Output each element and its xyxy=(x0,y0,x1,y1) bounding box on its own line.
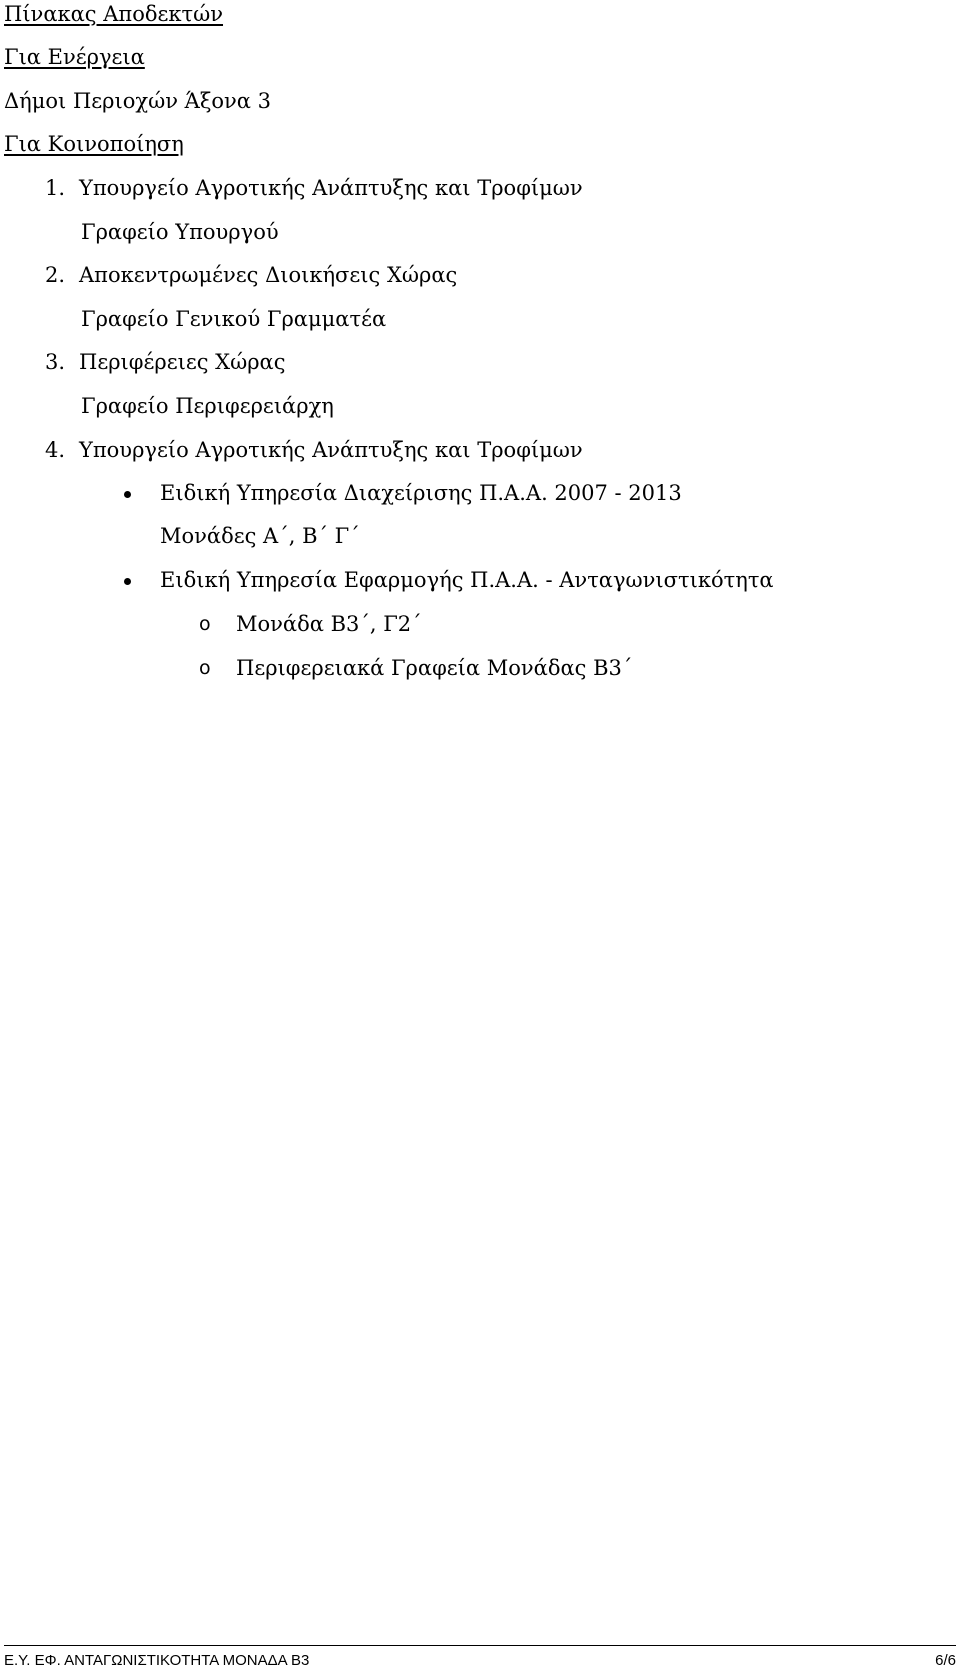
page-footer xyxy=(4,1645,956,1676)
recipient-2 xyxy=(45,261,457,289)
recipient-3 xyxy=(45,348,286,376)
circle-bullet-icon: o xyxy=(199,613,211,635)
recipient-name: Περιφέρειες Χώρας xyxy=(79,350,286,374)
circle-bullet-icon: o xyxy=(199,657,211,679)
service-1: Ειδική Υπηρεσία Διαχείρισης Π.Α.Α. 2007 - 2013 xyxy=(160,481,682,505)
service-2-unit-2: Περιφερειακά Γραφεία Μονάδας Β3΄ xyxy=(236,656,633,680)
service-1-units: Μονάδες Α΄, Β΄ Γ΄ xyxy=(160,524,360,548)
recipient-1-office: Γραφείο Υπουργού xyxy=(81,220,279,244)
bullet-icon xyxy=(124,578,131,585)
service-2-unit-1: Μονάδα Β3΄, Γ2΄ xyxy=(236,612,422,636)
for-notification-label: Για Κοινοποίηση xyxy=(4,132,184,156)
bullet-icon xyxy=(124,491,131,498)
recipient-name: Υπουργείο Αγροτικής Ανάπτυξης και Τροφίμων xyxy=(79,176,583,200)
recipient-number: 4. xyxy=(45,438,66,462)
for-action-recipient: Δήμοι Περιοχών Άξονα 3 xyxy=(4,89,272,113)
recipient-name: Αποκεντρωμένες Διοικήσεις Χώρας xyxy=(79,263,458,287)
recipient-name: Υπουργείο Αγροτικής Ανάπτυξης και Τροφίμων xyxy=(79,438,583,462)
recipient-1 xyxy=(45,174,583,202)
service-2: Ειδική Υπηρεσία Εφαρμογής Π.Α.Α. - Ανταγωνιστικότητα xyxy=(160,568,774,592)
page-number: 6/6 xyxy=(935,1652,956,1669)
page-title: Πίνακας Αποδεκτών xyxy=(4,2,224,26)
for-action-label: Για Ενέργεια xyxy=(4,45,145,69)
recipient-4 xyxy=(45,436,583,464)
recipient-2-office: Γραφείο Γενικού Γραμματέα xyxy=(81,307,387,331)
recipient-number: 1. xyxy=(45,176,66,200)
recipient-number: 2. xyxy=(45,263,66,287)
recipient-3-office: Γραφείο Περιφερειάρχη xyxy=(81,394,334,418)
footer-department: Ε.Υ. ΕΦ. ΑΝΤΑΓΩΝΙΣΤΙΚΟΤΗΤΑ ΜΟΝΑΔΑ Β3 xyxy=(4,1652,310,1669)
recipient-number: 3. xyxy=(45,350,66,374)
